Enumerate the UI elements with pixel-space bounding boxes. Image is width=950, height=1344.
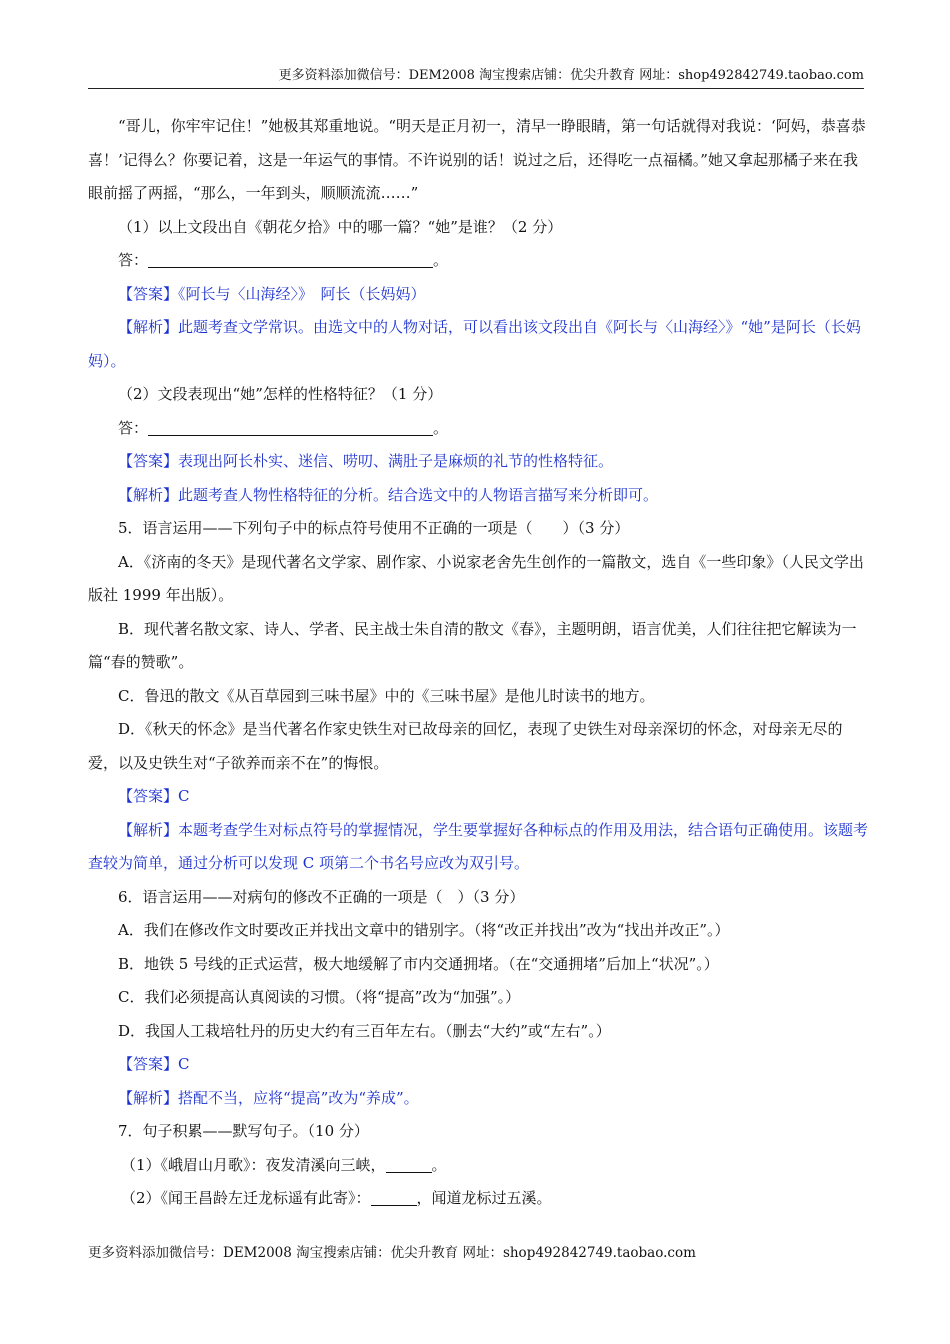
q4-sub1-analysis: 【解析】此题考查文学常识。由选文中的人物对话，可以看出该文段出自《阿长与〈山海经〉》“她”是阿长（长妈妈）。 — [88, 318, 861, 370]
q4-sub1-question: （1）以上文段出自《朝花夕拾》中的哪一篇？“她”是谁？（2 分） — [118, 217, 563, 236]
q6-key: 【答案】C — [118, 1055, 190, 1073]
q7-line-1-end: 。 — [431, 1155, 447, 1174]
q5-option-d: D．《秋天的怀念》是当代著名作家史铁生对已故母亲的回忆，表现了史铁生对母亲深切的怀念，对母亲无尽的爱，以及史铁生对“子欲养而亲不在”的悔恨。 — [88, 720, 843, 772]
q6-option-a: A．我们在修改作文时要改正并找出文章中的错别字。（将“改正并找出”改为“找出并改正”。） — [118, 921, 730, 939]
q4-sub1-answer-line — [88, 244, 868, 278]
header-text: 更多资料添加微信号：DEM2008 淘宝搜索店铺：优尖升教育 网址：shop492842749.taobao.com — [278, 68, 864, 83]
page-footer — [88, 1243, 696, 1263]
q4-sub2-analysis: 【解析】此题考查人物性格特征的分析。结合选文中的人物语言描写来分析即可。 — [118, 485, 659, 504]
q4-sub2-key: 【答案】表现出阿长朴实、迷信、唠叨、满肚子是麻烦的礼节的性格特征。 — [118, 452, 614, 470]
answer-blank — [148, 249, 433, 268]
q6-option-c: C．我们必须提高认真阅读的习惯。（将“提高”改为“加强”。） — [118, 988, 521, 1006]
q4-sub2-answer-line — [88, 412, 868, 446]
q5-key: 【答案】C — [118, 787, 190, 805]
q5-analysis: 【解析】本题考查学生对标点符号的掌握情况，学生要掌握好各种标点的作用及用法，结合语句正确使用。该题考查较为简单，通过分析可以发现 C 项第二个书名号应改为双引号。 — [88, 820, 869, 872]
answer-suffix: 。 — [433, 418, 449, 437]
q5-stem: 5．语言运用——下列句子中的标点符号使用不正确的一项是（ ）（3 分） — [118, 519, 630, 537]
answer-prefix: 答： — [118, 251, 149, 269]
q5-option-b: B．现代著名散文家、诗人、学者、民主战士朱自清的散文《春》，主题明朗，语言优美，人们往往把它解读为一篇“春的赞歌”。 — [88, 619, 857, 671]
q7-line-1-text: （1）《峨眉山月歌》：夜发清溪向三峡， — [121, 1155, 386, 1174]
footer-text: 更多资料添加微信号：DEM2008 淘宝搜索店铺：优尖升教育 网址：shop492842749.taobao.com — [88, 1245, 696, 1261]
fill-blank — [371, 1187, 417, 1206]
q5-option-c: C．鲁迅的散文《从百草园到三味书屋》中的《三味书屋》是他儿时读书的地方。 — [118, 686, 655, 705]
answer-prefix: 答： — [118, 418, 149, 437]
q5-option-a: A．《济南的冬天》是现代著名文学家、剧作家、小说家老舍先生创作的一篇散文，选自《一些印象》（人民文学出版社 1999 年出版）。 — [88, 552, 864, 604]
fill-blank — [386, 1154, 432, 1173]
q7-line-2 — [88, 1182, 868, 1216]
document-body — [88, 110, 868, 1216]
q7-line-1 — [88, 1149, 868, 1183]
q4-sub1-key: 【答案】《阿长与〈山海经〉》 阿长（长妈妈） — [118, 284, 426, 303]
answer-suffix: 。 — [433, 251, 449, 269]
q6-option-d: D．我国人工栽培牡丹的历史大约有三百年左右。（删去“大约”或“左右”。） — [118, 1021, 611, 1040]
page-header — [88, 66, 864, 89]
q7-stem: 7．句子积累——默写句子。（10 分） — [118, 1122, 369, 1140]
answer-blank — [148, 417, 433, 436]
q6-stem: 6．语言运用——对病句的修改不正确的一项是（ ）（3 分） — [118, 887, 525, 906]
q6-analysis: 【解析】搭配不当，应将“提高”改为“养成”。 — [118, 1088, 419, 1107]
passage-text: “哥儿，你牢牢记住！”她极其郑重地说。“明天是正月初一，清早一睁眼睛，第一句话就得对我说：‘阿妈，恭喜恭喜！’记得么？你要记着，这是一年运气的事情。不许说别的话！说过之后，还得吃一点福橘。”她又拿起那橘子来在我眼前摇了两摇，“那么，一年到头，顺顺流流……” — [88, 117, 866, 202]
q6-option-b: B．地铁 5 号线的正式运营，极大地缓解了市内交通拥堵。（在“交通拥堵”后加上“状况”。） — [118, 954, 719, 973]
q4-sub2-question: （2）文段表现出“她”怎样的性格特征？（1 分） — [118, 385, 443, 403]
q7-line-2-end: ，闻道龙标过五溪。 — [416, 1189, 552, 1207]
q7-line-2-text: （2）《闻王昌龄左迁龙标遥有此寄》： — [121, 1189, 371, 1207]
